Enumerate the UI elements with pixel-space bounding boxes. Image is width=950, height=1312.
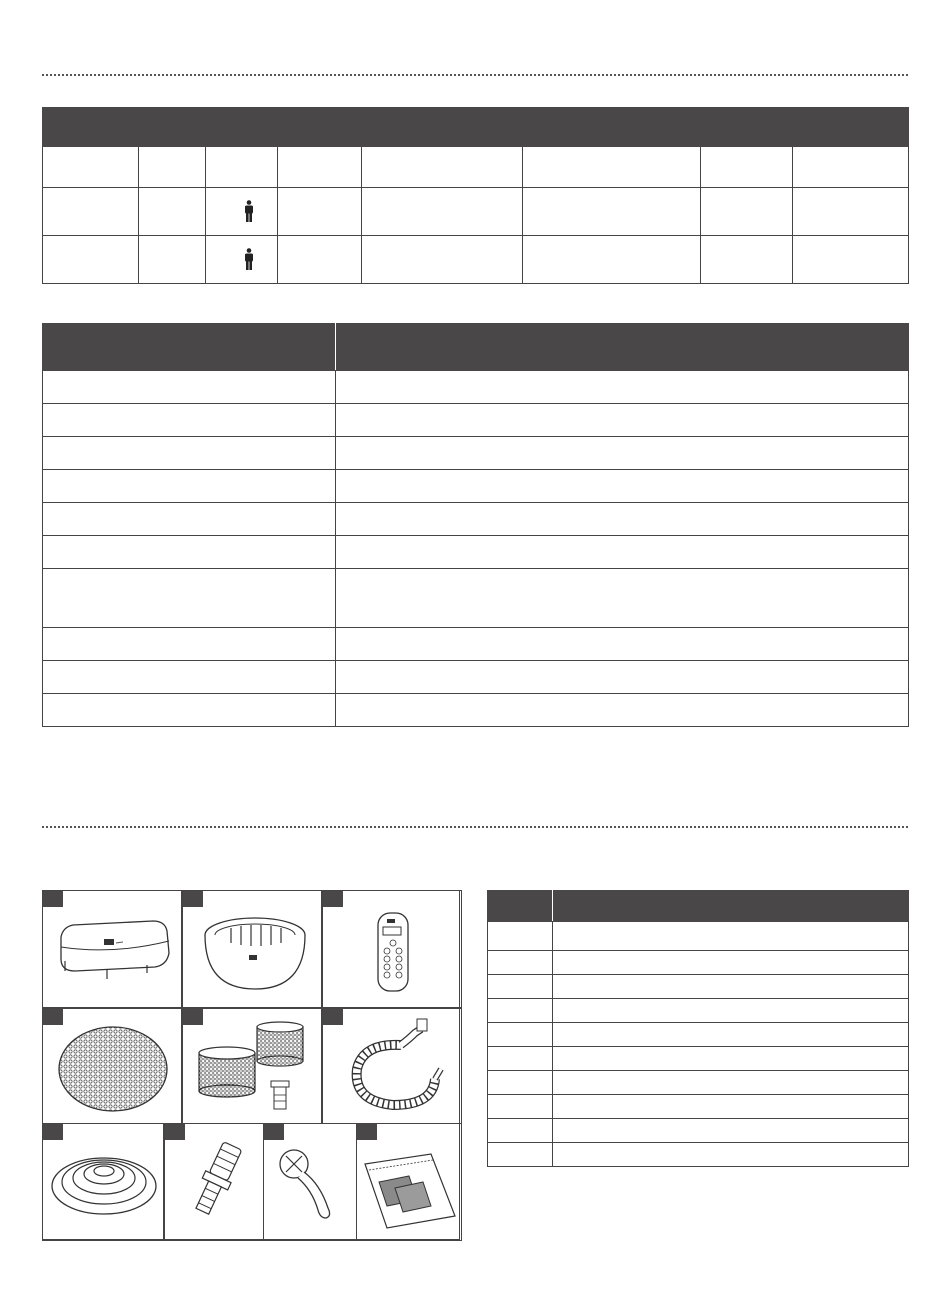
part-ref xyxy=(488,922,553,951)
feature-label xyxy=(43,569,336,628)
feature-label xyxy=(43,661,336,694)
feature-value xyxy=(336,569,909,628)
part-description xyxy=(553,1143,909,1167)
part-cell-ground-mat xyxy=(42,1008,182,1124)
parts-row xyxy=(488,1119,909,1143)
part-description xyxy=(553,1095,909,1119)
feature-value xyxy=(336,628,909,661)
feature-value xyxy=(336,470,909,503)
parts-row xyxy=(488,975,909,999)
section-divider-parts xyxy=(42,826,908,828)
part-description xyxy=(553,1023,909,1047)
spec-cell xyxy=(206,236,278,284)
parts-row xyxy=(488,1023,909,1047)
part-ref xyxy=(488,1095,553,1119)
floor-protector-icon xyxy=(43,1124,164,1241)
spec-cell xyxy=(362,236,523,284)
features-table xyxy=(42,323,909,727)
feature-label xyxy=(43,437,336,470)
ground-mat-icon xyxy=(43,1009,182,1124)
features-row xyxy=(43,404,909,437)
adapter-tool-icon xyxy=(264,1124,357,1241)
spec-header-cell xyxy=(43,147,139,188)
feature-value xyxy=(336,503,909,536)
spec-cell xyxy=(139,236,206,284)
spec-title-row xyxy=(43,108,909,147)
part-cell-repair-kit xyxy=(356,1123,462,1241)
spec-cell xyxy=(523,236,701,284)
part-description xyxy=(553,1071,909,1095)
part-cell-tool xyxy=(263,1123,357,1241)
feature-label xyxy=(43,536,336,569)
features-row xyxy=(43,503,909,536)
features-row xyxy=(43,536,909,569)
parts-row xyxy=(488,1047,909,1071)
spec-header-cell xyxy=(793,147,909,188)
features-header-right xyxy=(336,324,909,371)
features-row xyxy=(43,470,909,503)
specifications-table xyxy=(42,107,909,284)
feature-label xyxy=(43,404,336,437)
features-row xyxy=(43,569,909,628)
feature-label xyxy=(43,503,336,536)
parts-illustration-grid xyxy=(42,890,460,1240)
spec-cell xyxy=(362,188,523,236)
feature-value xyxy=(336,404,909,437)
spec-cell xyxy=(701,188,793,236)
parts-row xyxy=(488,999,909,1023)
spec-cell xyxy=(278,188,362,236)
feature-value xyxy=(336,536,909,569)
features-row xyxy=(43,694,909,727)
repair-patch-kit-icon xyxy=(357,1124,462,1241)
parts-header-description xyxy=(553,891,909,922)
spec-header-cell xyxy=(701,147,793,188)
hose-connector-icon xyxy=(165,1124,264,1241)
part-ref xyxy=(488,1119,553,1143)
spec-data-row xyxy=(43,188,909,236)
filter-cartridges-icon xyxy=(183,1009,322,1124)
part-ref xyxy=(488,1023,553,1047)
spec-cell xyxy=(793,188,909,236)
spec-title-cell xyxy=(43,108,909,147)
features-row xyxy=(43,661,909,694)
feature-label xyxy=(43,470,336,503)
remote-controller-icon xyxy=(323,891,462,1008)
spec-cell xyxy=(206,188,278,236)
feature-value xyxy=(336,437,909,470)
part-ref xyxy=(488,951,553,975)
air-hose-icon xyxy=(323,1009,462,1124)
part-cell-connector xyxy=(164,1123,264,1241)
spec-header-cell xyxy=(362,147,523,188)
part-ref xyxy=(488,975,553,999)
spec-cell xyxy=(793,236,909,284)
part-description xyxy=(553,975,909,999)
parts-header-ref xyxy=(488,891,553,922)
part-description xyxy=(553,922,909,951)
part-ref xyxy=(488,1047,553,1071)
spa-body-icon xyxy=(183,891,322,1008)
features-row xyxy=(43,437,909,470)
spec-cell xyxy=(701,236,793,284)
parts-row xyxy=(488,922,909,951)
spa-cover-icon xyxy=(43,891,182,1008)
parts-row xyxy=(488,1143,909,1167)
features-header-row xyxy=(43,324,909,371)
part-cell-controller xyxy=(322,890,462,1008)
section-divider-top xyxy=(42,74,908,76)
feature-value xyxy=(336,661,909,694)
spec-header-cell xyxy=(278,147,362,188)
spec-header-cell xyxy=(523,147,701,188)
spec-header-cell xyxy=(139,147,206,188)
parts-header-row xyxy=(488,891,909,922)
person-icon xyxy=(244,248,254,270)
features-header-left xyxy=(43,324,336,371)
part-cell-floor-protector xyxy=(42,1123,164,1241)
feature-label xyxy=(43,371,336,404)
spec-cell xyxy=(43,236,139,284)
parts-row xyxy=(488,1095,909,1119)
spec-cell xyxy=(523,188,701,236)
part-ref xyxy=(488,999,553,1023)
features-row xyxy=(43,628,909,661)
features-row xyxy=(43,371,909,404)
parts-row xyxy=(488,951,909,975)
feature-value xyxy=(336,694,909,727)
part-cell-spa-body xyxy=(182,890,322,1008)
part-description xyxy=(553,999,909,1023)
spec-data-row xyxy=(43,236,909,284)
spec-cell xyxy=(278,236,362,284)
part-ref xyxy=(488,1143,553,1167)
spec-cell xyxy=(43,188,139,236)
parts-list-table xyxy=(487,890,909,1167)
feature-value xyxy=(336,371,909,404)
part-description xyxy=(553,1047,909,1071)
part-cell-hose xyxy=(322,1008,462,1124)
feature-label xyxy=(43,694,336,727)
part-description xyxy=(553,951,909,975)
part-cell-cover xyxy=(42,890,182,1008)
spec-cell xyxy=(139,188,206,236)
part-description xyxy=(553,1119,909,1143)
spec-header-row xyxy=(43,147,909,188)
part-cell-filters xyxy=(182,1008,322,1124)
feature-label xyxy=(43,628,336,661)
part-ref xyxy=(488,1071,553,1095)
spec-header-cell xyxy=(206,147,278,188)
parts-row xyxy=(488,1071,909,1095)
person-icon xyxy=(244,200,254,222)
